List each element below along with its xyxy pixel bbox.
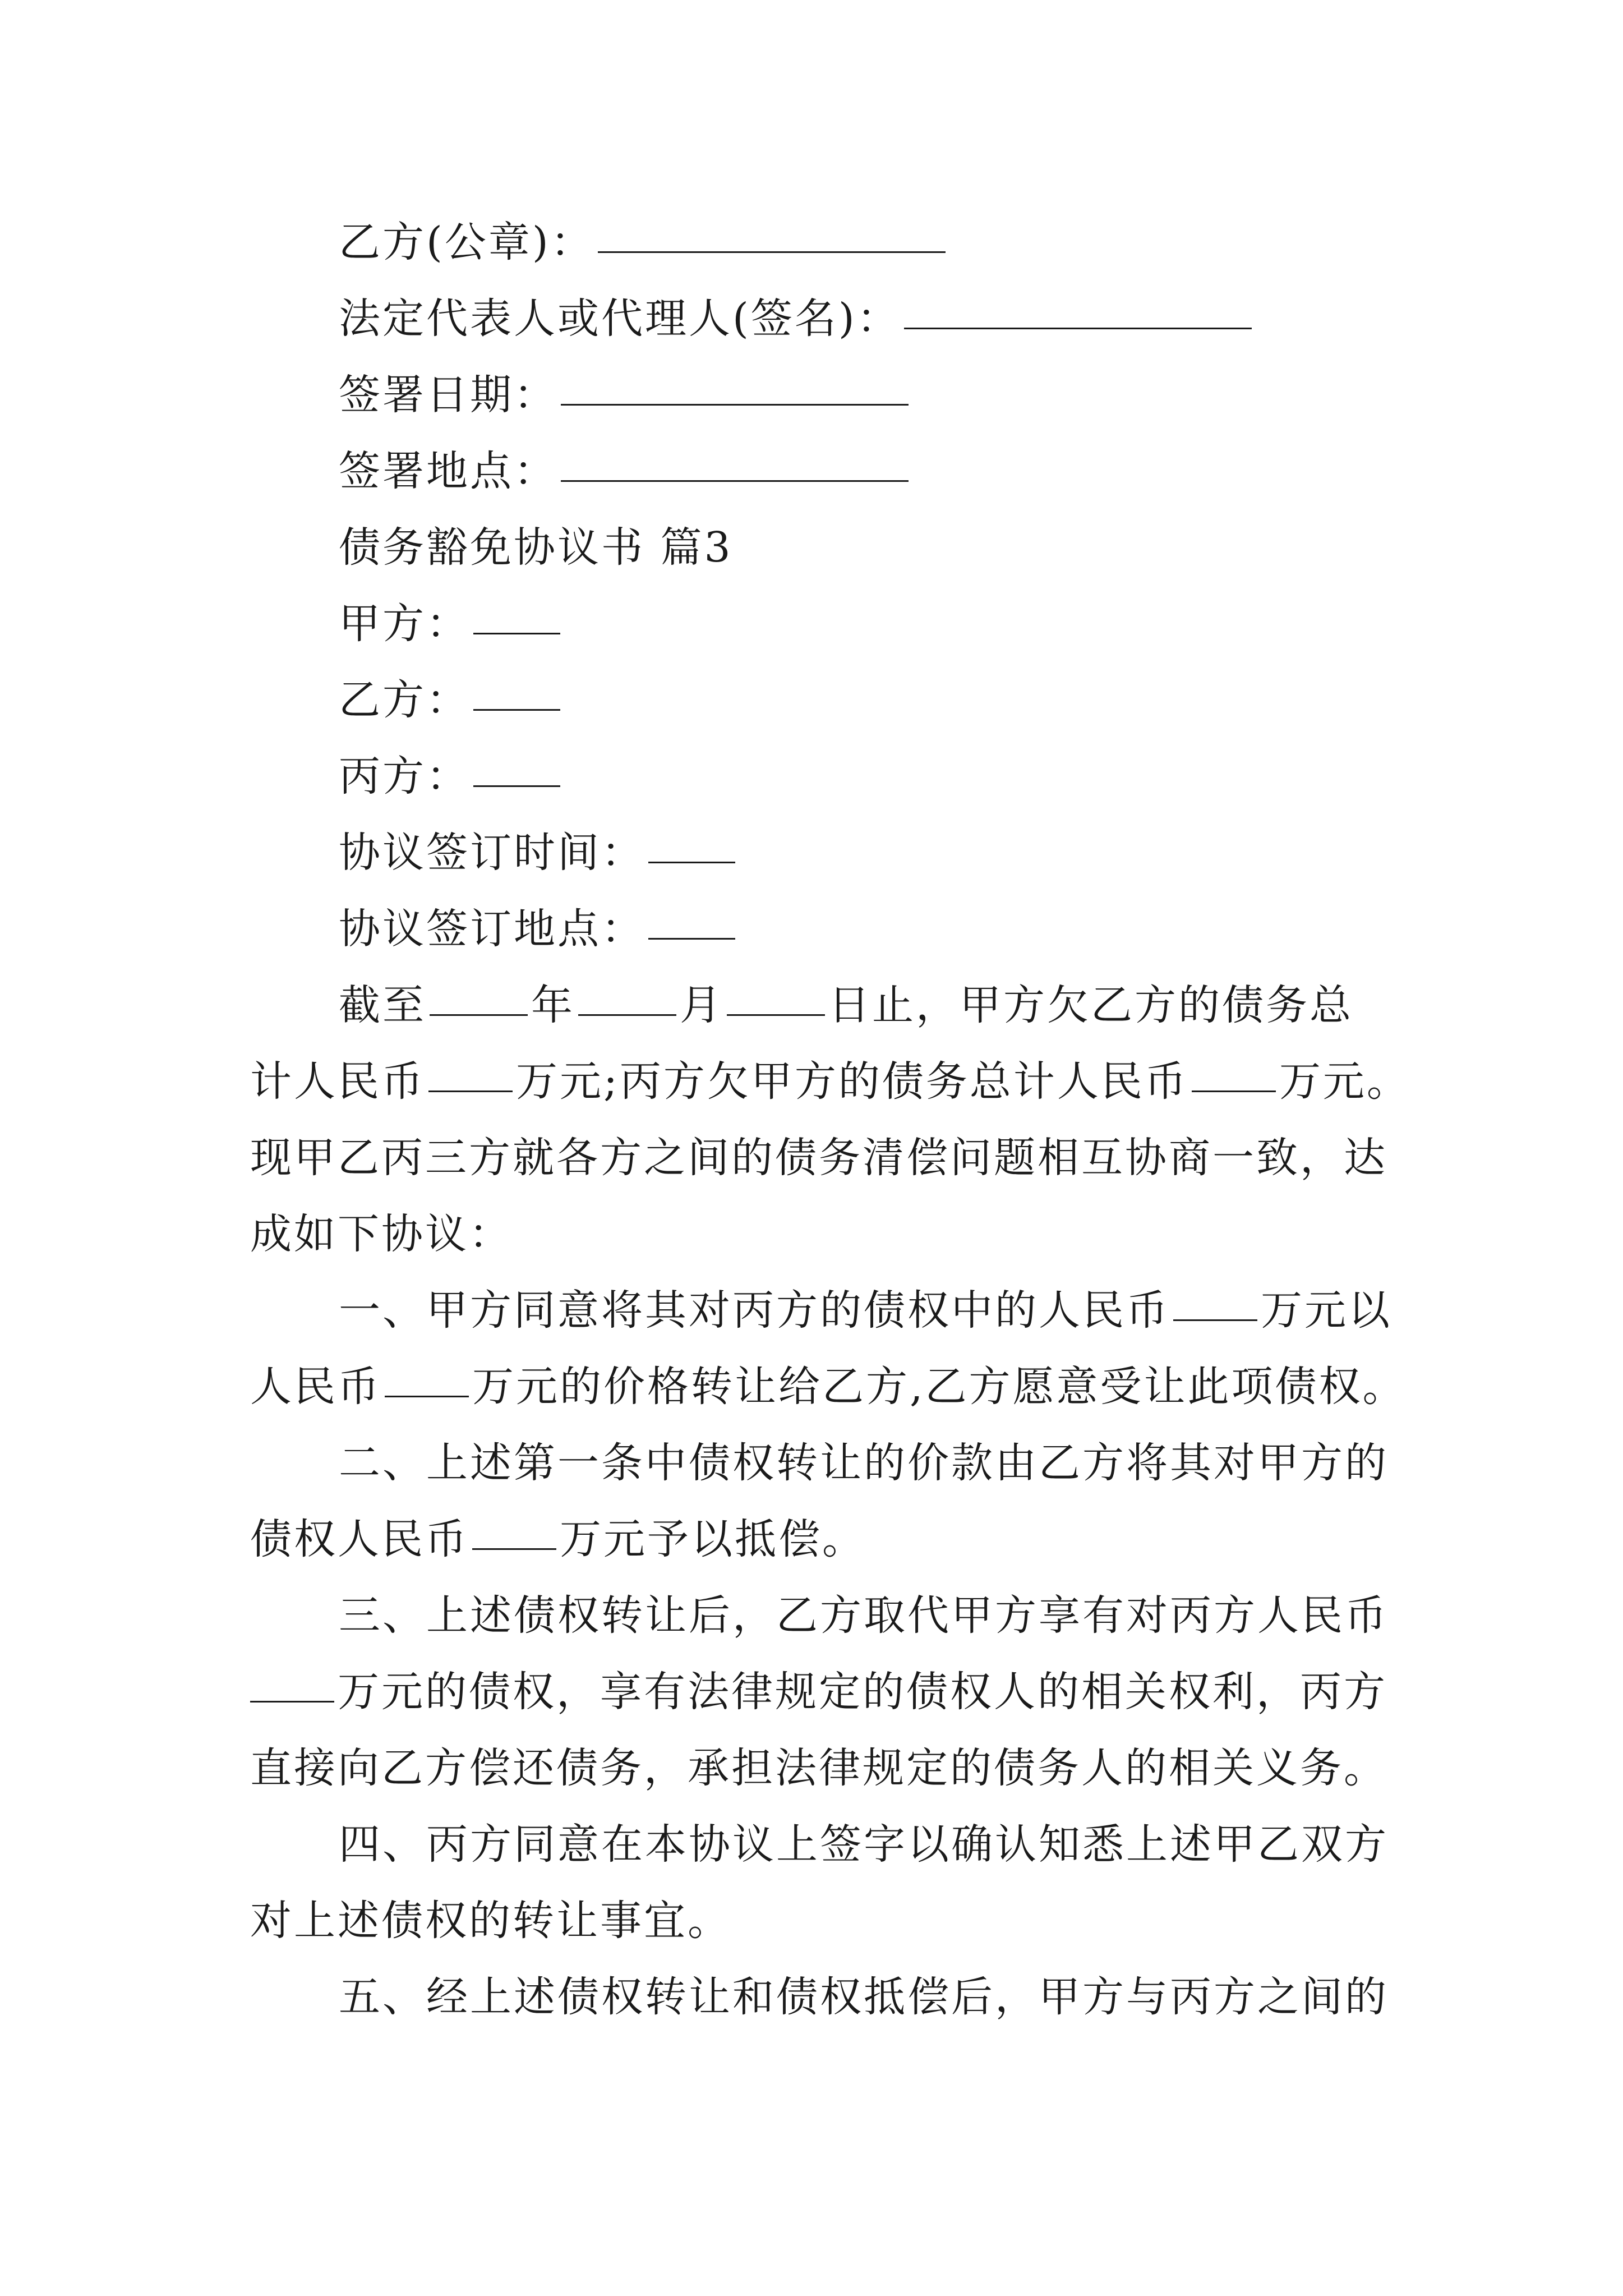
section-title: 债务豁免协议书 篇3: [339, 523, 733, 572]
paragraph-line: 直接向乙方偿还债务，承担法律规定的债务人的相关义务。: [250, 1744, 1387, 1792]
blank-line: [648, 938, 735, 940]
paragraph-line: 人民币 万元的价格转让给乙方,乙方愿意受让此项债权。: [250, 1363, 1407, 1411]
signature-party-b-seal: 乙方(公章)：: [339, 214, 949, 270]
paragraph-line: 一、甲方同意将其对丙方的债权中的人民币 万元以: [339, 1286, 1392, 1335]
blank-line: [250, 1701, 334, 1703]
agreement-place-field: 协议签订地点：: [339, 901, 739, 957]
blank-line: [430, 1014, 528, 1016]
paragraph-line: 四、丙方同意在本协议上签字以确认知悉上述甲乙双方: [339, 1820, 1389, 1869]
paragraph-line: 截至 年 月 日止，甲方欠乙方的债务总: [339, 981, 1353, 1029]
paragraph-line: 成如下协议：: [250, 1210, 513, 1258]
blank-line: [385, 1396, 469, 1397]
blank-line: [1173, 1319, 1257, 1321]
blank-line: [561, 404, 909, 406]
blank-line: [598, 251, 946, 253]
legal-representative-signature: 法定代表人或代理人(签名)：: [339, 291, 1255, 347]
agreement-time-field: 协议签订时间：: [339, 825, 739, 881]
party-a-field: 甲方：: [339, 596, 564, 652]
paragraph-line: 五、经上述债权转让和债权抵偿后，甲方与丙方之间的: [339, 1973, 1389, 2021]
party-b-field: 乙方：: [339, 672, 564, 728]
blank-line: [1192, 1091, 1276, 1092]
paragraph-line: 现甲乙丙三方就各方之间的债务清偿问题相互协商一致，达: [250, 1134, 1387, 1182]
paragraph-line: 二、上述第一条中债权转让的价款由乙方将其对甲方的: [339, 1439, 1389, 1487]
blank-line: [904, 328, 1252, 329]
blank-line: [472, 1548, 556, 1550]
signing-date: 签署日期：: [339, 367, 912, 423]
blank-line: [648, 862, 735, 863]
blank-line: [727, 1014, 825, 1016]
paragraph-line: 对上述债权的转让事宜。: [250, 1897, 731, 1945]
party-c-field: 丙方：: [339, 748, 564, 804]
blank-line: [473, 709, 560, 711]
signing-place: 签署地点：: [339, 443, 912, 499]
paragraph-line: 三、上述债权转让后，乙方取代甲方享有对丙方人民币: [339, 1591, 1389, 1640]
blank-line: [473, 785, 560, 787]
paragraph-line: 债权人民币 万元予以抵偿。: [250, 1515, 866, 1563]
paragraph-line: 万元的债权，享有法律规定的债权人的相关权利，丙方: [250, 1664, 1387, 1720]
blank-line: [561, 480, 909, 482]
blank-line: [473, 633, 560, 634]
blank-line: [428, 1091, 513, 1092]
blank-line: [578, 1014, 676, 1016]
paragraph-line: 计人民币 万元;丙方欠甲方的债务总计人民币 万元。: [250, 1057, 1410, 1106]
